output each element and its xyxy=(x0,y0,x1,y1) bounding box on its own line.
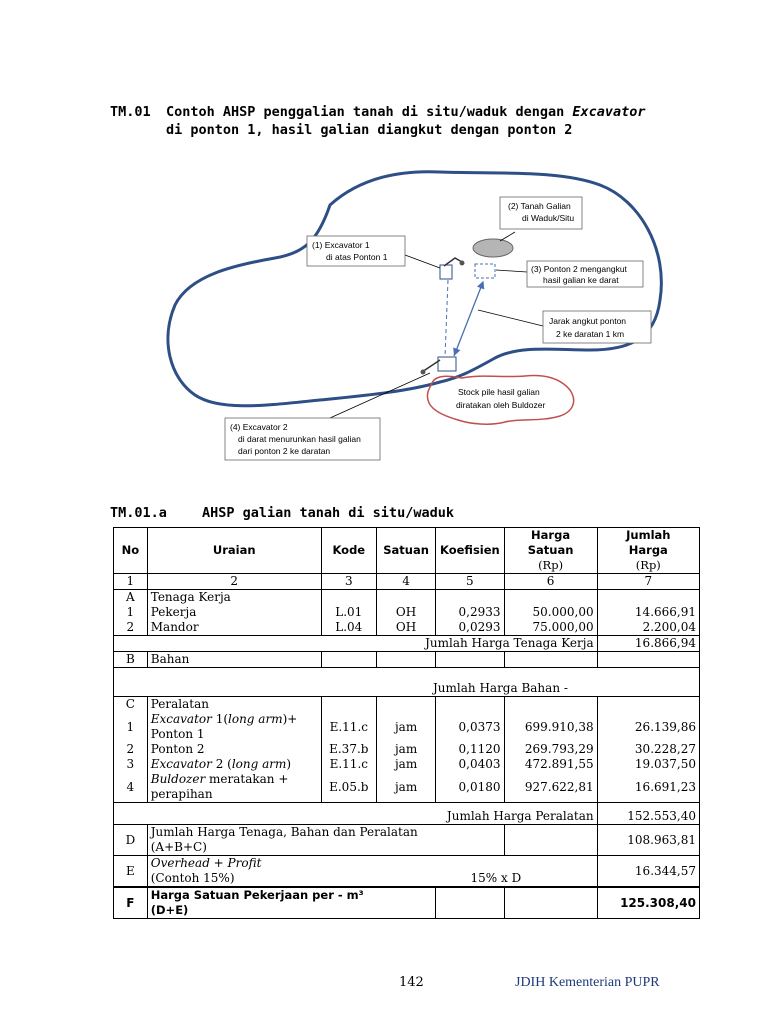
row-no: 2 xyxy=(114,620,148,636)
header-row xyxy=(114,528,700,574)
cell-empty xyxy=(597,652,699,668)
table-heading xyxy=(110,505,454,521)
label-stock-l2: diratakan oleh Buldozer xyxy=(456,400,546,410)
row-harga: 269.793,29 xyxy=(504,742,597,757)
row-no: 4 xyxy=(114,772,148,803)
label-ponton-2-l2: hasil galian ke darat xyxy=(543,275,619,285)
excavation-diagram xyxy=(0,160,768,470)
cell-empty xyxy=(376,652,435,668)
cell-empty xyxy=(597,697,699,713)
label-tanah-galian-l2: di Waduk/Situ xyxy=(522,213,575,223)
table-code: TM.01.a xyxy=(110,505,167,521)
row-d-l2: (A+B+C) xyxy=(150,840,207,854)
table-row xyxy=(114,742,700,757)
label-ponton-2-l1: (3) Ponton 2 mengangkut xyxy=(531,264,627,274)
row-satuan: jam xyxy=(376,757,435,772)
row-no: 3 xyxy=(114,757,148,772)
uraian-text: 1( xyxy=(211,712,229,726)
label-stock-pile xyxy=(456,387,545,410)
row-satuan: jam xyxy=(376,742,435,757)
transport-arrow xyxy=(454,282,483,356)
table-row xyxy=(114,697,700,713)
row-harga: 472.891,55 xyxy=(504,757,597,772)
section-b-label: Bahan xyxy=(147,652,321,668)
row-e-calc: 15% x D xyxy=(470,871,522,885)
table-row xyxy=(114,620,700,636)
colnum-2: 2 xyxy=(147,574,321,590)
footer-organization: JDIH Kementerian PUPR xyxy=(515,975,660,990)
header-uraian: Uraian xyxy=(147,528,321,574)
row-koef: 0,0293 xyxy=(436,620,504,636)
header-no: No xyxy=(114,528,148,574)
row-koef: 0,0373 xyxy=(436,712,504,742)
label-excavator-2-l1: (4) Excavator 2 xyxy=(230,422,288,432)
colnum-7: 7 xyxy=(597,574,699,590)
cell-empty xyxy=(436,590,504,606)
table-row xyxy=(114,757,700,772)
header-satuan: Satuan xyxy=(376,528,435,574)
leader-4 xyxy=(330,373,430,418)
label-jarak-angkut xyxy=(543,311,651,343)
colnum-6: 6 xyxy=(504,574,597,590)
uraian-italic: Excavator xyxy=(150,712,212,726)
table-row xyxy=(114,887,700,919)
row-harga: 50.000,00 xyxy=(504,605,597,620)
row-harga: 927.622,81 xyxy=(504,772,597,803)
row-uraian: Pekerja xyxy=(147,605,321,620)
ahsp-table xyxy=(113,527,700,919)
cell-empty xyxy=(376,590,435,606)
row-koef: 0,2933 xyxy=(436,605,504,620)
row-no: 1 xyxy=(114,605,148,620)
leader-2 xyxy=(500,232,515,241)
row-d-no: D xyxy=(114,825,148,856)
section-a-no: A xyxy=(114,590,148,606)
row-jumlah: 19.037,50 xyxy=(597,757,699,772)
table-row xyxy=(114,856,700,888)
row-d-value: 108.963,81 xyxy=(597,825,699,856)
leader-1 xyxy=(405,255,440,268)
colnum-1: 1 xyxy=(114,574,148,590)
header-kode: Kode xyxy=(321,528,376,574)
label-ponton-2 xyxy=(527,261,643,287)
row-harga: 699.910,38 xyxy=(504,712,597,742)
cell-empty xyxy=(436,652,504,668)
excavator-2-icon xyxy=(421,357,457,375)
header-harga-l3: (Rp) xyxy=(538,558,564,572)
label-excavator-2 xyxy=(225,418,380,460)
leader-jarak xyxy=(478,310,543,326)
cell-empty xyxy=(436,887,504,919)
row-satuan: OH xyxy=(376,605,435,620)
row-f-l1: Harga Satuan Pekerjaan per - m³ xyxy=(150,888,364,902)
subtotal-row xyxy=(114,803,700,825)
cell-empty xyxy=(436,697,504,713)
table-row xyxy=(114,712,700,742)
label-excavator-2-l3: dari ponton 2 ke daratan xyxy=(238,446,331,456)
row-e-l1: Overhead + Profit xyxy=(150,856,262,870)
subtotal-b-value: - xyxy=(563,681,568,695)
cell-empty xyxy=(504,697,597,713)
label-jarak-l1: Jarak angkut ponton xyxy=(549,316,627,326)
label-excavator-2-l2: di darat menurunkan hasil galian xyxy=(238,434,361,444)
cell-empty xyxy=(321,652,376,668)
dashed-line-1 xyxy=(445,280,448,357)
row-satuan: jam xyxy=(376,772,435,803)
row-koef: 0,1120 xyxy=(436,742,504,757)
row-uraian xyxy=(147,757,321,772)
table-row xyxy=(114,590,700,606)
row-kode: E.11.c xyxy=(321,712,376,742)
section-c-no: C xyxy=(114,697,148,713)
cell-empty xyxy=(376,697,435,713)
row-no: 1 xyxy=(114,712,148,742)
row-koef: 0,0403 xyxy=(436,757,504,772)
excavator-1-icon xyxy=(440,258,465,279)
row-jumlah: 30.228,27 xyxy=(597,742,699,757)
uraian-italic: long arm xyxy=(228,712,283,726)
row-jumlah: 14.666,91 xyxy=(597,605,699,620)
label-excavator-1-l2: di atas Ponton 1 xyxy=(326,252,388,262)
subtotal-a-label: Jumlah Harga Tenaga Kerja xyxy=(114,636,598,652)
header-harga-l1: Harga xyxy=(531,528,571,542)
header-harga-l2: Satuan xyxy=(527,543,574,557)
cell-empty xyxy=(504,887,597,919)
row-satuan: jam xyxy=(376,712,435,742)
row-kode: E.05.b xyxy=(321,772,376,803)
lake-outline xyxy=(168,172,661,406)
cell-empty xyxy=(321,590,376,606)
row-f-l2: (D+E) xyxy=(150,903,189,917)
cell-empty xyxy=(597,590,699,606)
row-kode: E.37.b xyxy=(321,742,376,757)
subtotal-row xyxy=(114,636,700,652)
uraian-italic: Buldozer xyxy=(150,772,206,786)
row-uraian: Ponton 2 xyxy=(147,742,321,757)
ponton-2-dashed xyxy=(475,264,495,278)
section-c-label: Peralatan xyxy=(147,697,321,713)
subtotal-b xyxy=(114,668,700,697)
uraian-line2: Ponton 1 xyxy=(150,727,205,741)
row-kode: L.01 xyxy=(321,605,376,620)
row-uraian xyxy=(147,772,321,803)
row-f-no: F xyxy=(114,887,148,919)
cell-empty xyxy=(504,590,597,606)
row-satuan: OH xyxy=(376,620,435,636)
column-number-row xyxy=(114,574,700,590)
row-jumlah: 26.139,86 xyxy=(597,712,699,742)
row-e-value: 16.344,57 xyxy=(597,856,699,888)
table-row xyxy=(114,772,700,803)
label-excavator-1-l1: (1) Excavator 1 xyxy=(312,240,370,250)
row-f-uraian xyxy=(147,887,435,919)
subtotal-a-value: 16.866,94 xyxy=(597,636,699,652)
header-jumlah-l2: Harga xyxy=(628,543,668,557)
row-d-l1: Jumlah Harga Tenaga, Bahan dan Peralatan xyxy=(150,825,418,839)
uraian-text: 2 ( xyxy=(211,757,232,771)
row-uraian: Mandor xyxy=(147,620,321,636)
cell-empty xyxy=(504,825,597,856)
row-uraian xyxy=(147,712,321,742)
row-kode: E.11.c xyxy=(321,757,376,772)
page-number: 142 xyxy=(399,975,424,990)
section-b-no: B xyxy=(114,652,148,668)
header-jumlah-l1: Jumlah xyxy=(626,528,671,542)
colnum-5: 5 xyxy=(436,574,504,590)
table-row xyxy=(114,605,700,620)
row-koef: 0,0180 xyxy=(436,772,504,803)
heading-line1-italic: Excavator xyxy=(572,104,646,120)
subtotal-c-value: 152.553,40 xyxy=(597,803,699,825)
label-tanah-galian xyxy=(500,197,582,229)
row-harga: 75.000,00 xyxy=(504,620,597,636)
header-jumlah-l3: (Rp) xyxy=(635,558,661,572)
colnum-3: 3 xyxy=(321,574,376,590)
row-jumlah: 16.691,23 xyxy=(597,772,699,803)
section-heading xyxy=(110,104,710,138)
uraian-text: meratakan + xyxy=(205,772,289,786)
subtotal-b-label: Jumlah Harga Bahan xyxy=(433,681,561,695)
uraian-italic: long arm xyxy=(231,757,287,771)
row-e-no: E xyxy=(114,856,148,888)
uraian-text: )+ xyxy=(282,712,298,726)
soil-mound xyxy=(473,239,513,257)
table-row xyxy=(114,652,700,668)
header-koefisien: Koefisien xyxy=(436,528,504,574)
row-e-uraian xyxy=(147,856,597,888)
heading-line1: Contoh AHSP penggalian tanah di situ/waduk dengan xyxy=(166,104,573,120)
uraian-italic: Excavator xyxy=(150,757,212,771)
header-harga-satuan xyxy=(504,528,597,574)
row-e-l2: (Contoh 15%) xyxy=(150,871,235,885)
heading-line2: di ponton 1, hasil galian diangkut dengan ponton 2 xyxy=(166,122,573,138)
uraian-text: ) xyxy=(286,757,292,771)
cell-empty xyxy=(504,652,597,668)
subtotal-c-label: Jumlah Harga Peralatan xyxy=(114,803,598,825)
label-excavator-1 xyxy=(307,236,405,266)
subtotal-row xyxy=(114,668,700,697)
section-code: TM.01 xyxy=(110,104,151,120)
table-title: AHSP galian tanah di situ/waduk xyxy=(202,505,454,521)
section-a-label: Tenaga Kerja xyxy=(147,590,321,606)
row-kode: L.04 xyxy=(321,620,376,636)
row-e-l2-wrap xyxy=(151,871,594,886)
leader-3 xyxy=(496,270,527,272)
label-stock-l1: Stock pile hasil galian xyxy=(458,387,540,397)
header-jumlah-harga xyxy=(597,528,699,574)
label-tanah-galian-l1: (2) Tanah Galian xyxy=(508,201,571,211)
row-jumlah: 2.200,04 xyxy=(597,620,699,636)
label-jarak-l2: 2 ke daratan 1 km xyxy=(556,329,625,339)
row-d-uraian xyxy=(147,825,504,856)
row-no: 2 xyxy=(114,742,148,757)
row-f-value: 125.308,40 xyxy=(597,887,699,919)
cell-empty xyxy=(321,697,376,713)
table-row xyxy=(114,825,700,856)
colnum-4: 4 xyxy=(376,574,435,590)
uraian-line2: perapihan xyxy=(150,787,213,801)
